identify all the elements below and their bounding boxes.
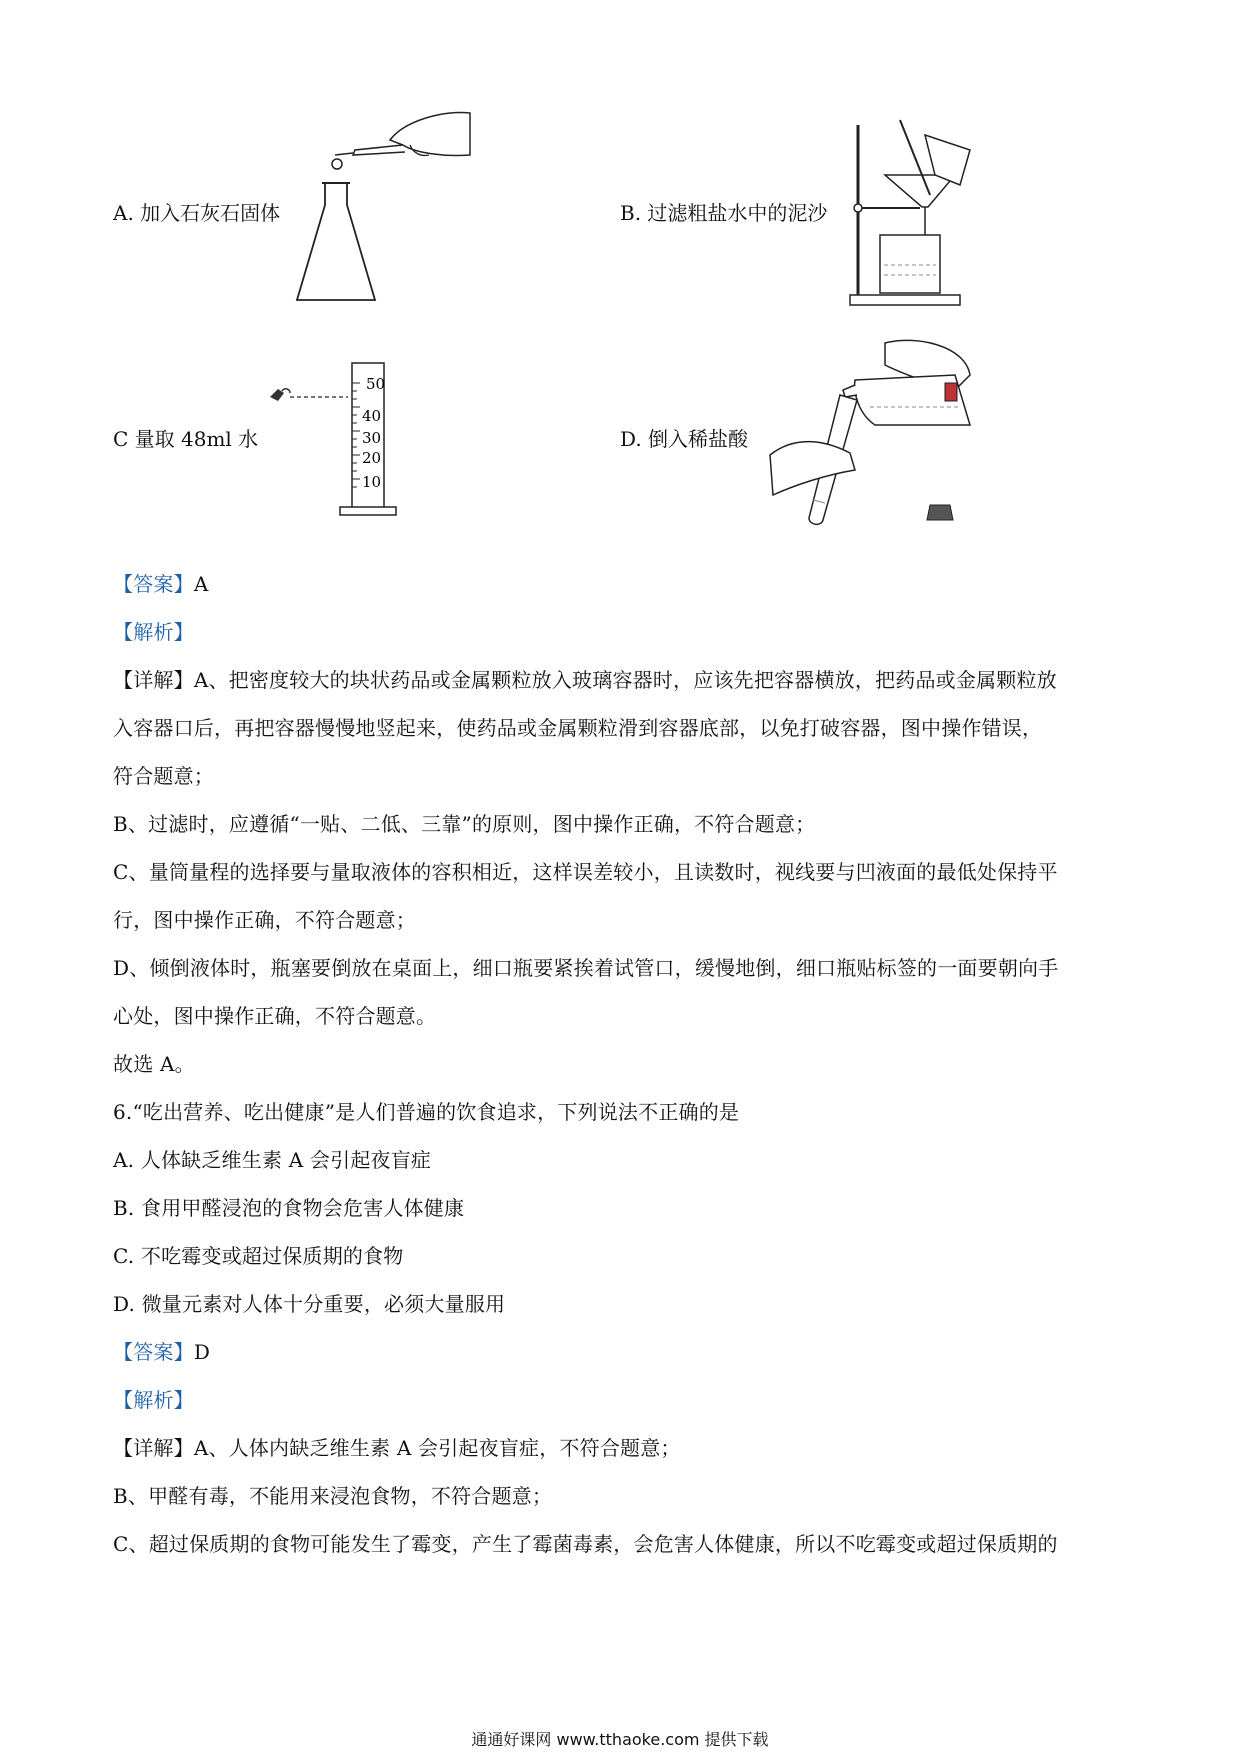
q5-conclusion: 故选 A。 (113, 1052, 195, 1076)
detail-tag: 【详解】 (113, 668, 194, 692)
q5-detail-line: 入容器口后，再把容器慢慢地竖起来，使药品或金属颗粒滑到容器底部，以免打破容器，图中操作错误， (113, 716, 1043, 740)
q5-detail-line: B、过滤时，应遵循“一贴、二低、三靠”的原则，图中操作正确，不符合题意； (113, 812, 816, 836)
analysis-tag: 【解析】 (113, 1388, 194, 1412)
analysis-tag: 【解析】 (113, 620, 194, 644)
pouring-acid-figure (765, 335, 980, 535)
q6-option-b: B. 食用甲醛浸泡的食物会危害人体健康 (113, 1196, 465, 1220)
q5-detail-line: D、倾倒液体时，瓶塞要倒放在桌面上，细口瓶要紧挨着试管口，缓慢地倒，细口瓶贴标签的一面要朝向手 (113, 956, 1059, 980)
filtration-apparatus-figure (840, 115, 990, 310)
graduated-cylinder-figure (260, 355, 410, 520)
q6-detail-line: B、甲醛有毒，不能用来浸泡食物，不符合题意； (113, 1484, 553, 1508)
answer-tag: 【答案】 (113, 572, 194, 596)
q5-option-d-label: D. 倒入稀盐酸 (620, 427, 749, 451)
q5-detail-line: 行，图中操作正确，不符合题意； (113, 908, 416, 932)
q6-option-a: A. 人体缺乏维生素 A 会引起夜盲症 (113, 1148, 432, 1172)
page-footer: 通通好课网 www.tthaoke.com 提供下载 (471, 1730, 769, 1749)
q5-analysis-tag (113, 616, 194, 645)
q6-option-c: C. 不吃霉变或超过保质期的食物 (113, 1244, 404, 1268)
q5-option-a-label: A. 加入石灰石固体 (113, 201, 281, 225)
q5-detail-line: 符合题意； (113, 764, 214, 788)
cylinder-tick-label: 50 (366, 375, 386, 393)
detail-text: A、人体内缺乏维生素 A 会引起夜盲症，不符合题意； (193, 1436, 681, 1460)
q5-detail-line: 心处，图中操作正确，不符合题意。 (113, 1004, 437, 1028)
cylinder-tick-label: 10 (362, 473, 382, 491)
q5-answer-line (113, 568, 208, 597)
flask-dropping-figure (295, 105, 475, 310)
q6-detail-line: C、超过保质期的食物可能发生了霉变，产生了霉菌毒素，会危害人体健康，所以不吃霉变或超过保质期的 (113, 1532, 1058, 1556)
cylinder-tick-label: 40 (362, 407, 382, 425)
cylinder-tick-label: 30 (362, 429, 382, 447)
q6-detail-line (113, 1432, 681, 1461)
q5-option-c-label: C 量取 48ml 水 (113, 427, 259, 451)
q5-detail-line (113, 664, 1057, 693)
answer-tag: 【答案】 (113, 1340, 194, 1364)
q6-option-d: D. 微量元素对人体十分重要，必须大量服用 (113, 1292, 506, 1316)
detail-text: A、把密度较大的块状药品或金属颗粒放入玻璃容器时，应该先把容器横放，把药品或金属颗粒放 (193, 668, 1057, 692)
q5-option-b-label: B. 过滤粗盐水中的泥沙 (620, 201, 828, 225)
q6-answer-line (113, 1336, 210, 1365)
q6-analysis-tag (113, 1384, 194, 1413)
q5-detail-line: C、量筒量程的选择要与量取液体的容积相近，这样误差较小，且读数时，视线要与凹液面的最低处保持平 (113, 860, 1058, 884)
answer-value: A (193, 572, 209, 596)
cylinder-tick-label: 20 (362, 449, 382, 467)
answer-value: D (193, 1340, 211, 1364)
detail-tag: 【详解】 (113, 1436, 194, 1460)
q6-stem: 6.“吃出营养、吃出健康”是人们普遍的饮食追求，下列说法不正确的是 (113, 1100, 740, 1124)
